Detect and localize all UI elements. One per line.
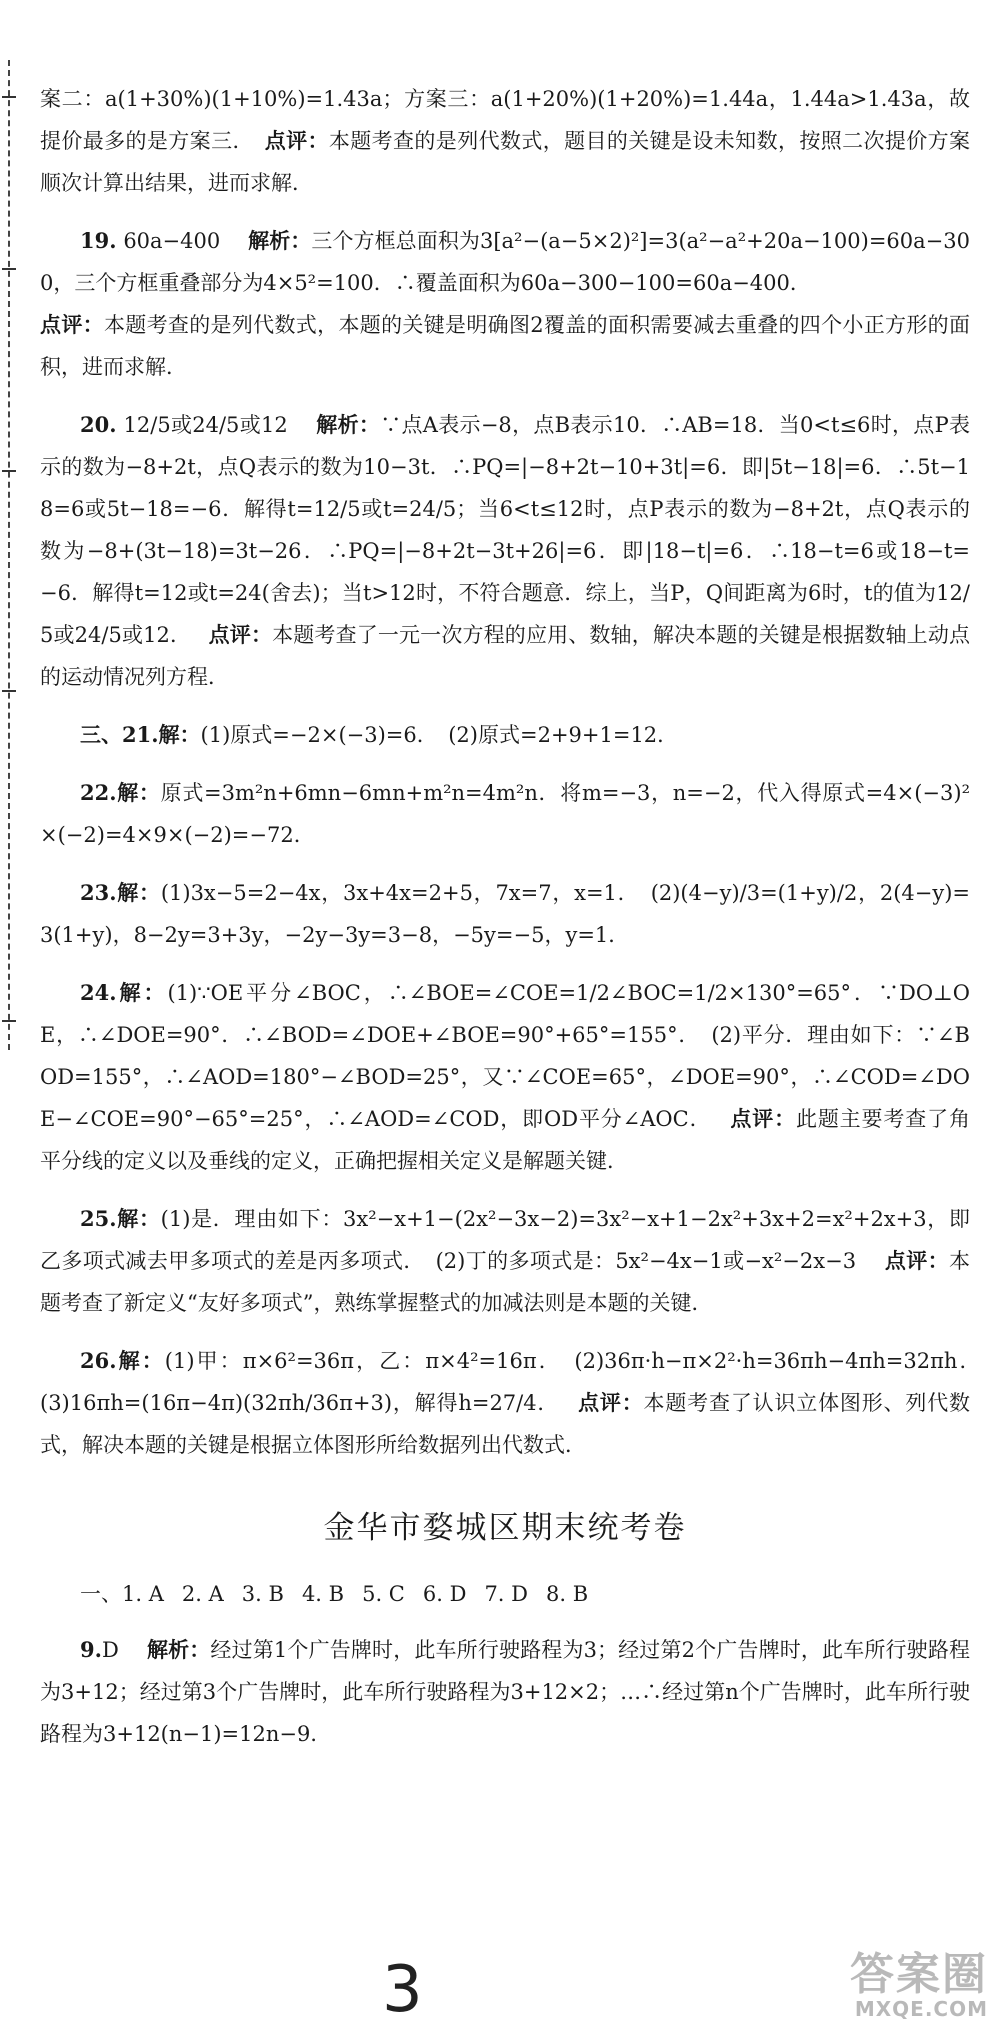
choice-item: 2. A	[181, 1582, 224, 1606]
binding-tick	[2, 1020, 16, 1022]
q26-comment-label: 点评：	[578, 1390, 644, 1415]
q20-label: 解析：	[316, 412, 381, 437]
q18-comment: 本题考查的是列代数式，题目的关键是设未知数，按照二次提价方案顺次计算出结果，进而求解．	[40, 129, 971, 195]
q26-number: 26.	[80, 1348, 117, 1373]
choices-row	[80, 1573, 970, 1615]
q21-block	[40, 714, 970, 756]
q24-block	[40, 972, 970, 1182]
q24-number: 24.	[80, 980, 117, 1005]
q20-number: 20.	[80, 412, 117, 437]
q21-label: 解：	[158, 722, 201, 747]
binding-tick	[2, 470, 16, 472]
site-watermark	[758, 1940, 988, 2020]
q19-answer: 60a−400	[123, 229, 221, 253]
q9-body: 经过第1个广告牌时，此车所行驶路程为3；经过第2个广告牌时，此车所行驶路程为3+12；经过第3个广告牌时，此车所行驶路程为3+12×2；…∴经过第n个广告牌时，此车所行驶路程为3+12(n−1)=12n−9．	[40, 1638, 970, 1746]
q25-block	[40, 1198, 970, 1324]
binding-tick	[2, 690, 16, 692]
q24-comment: 此题主要考查了角平分线的定义以及垂线的定义，正确把握相关定义是解题关键．	[40, 1107, 970, 1173]
q9-block	[40, 1629, 970, 1755]
q25-comment-label: 点评：	[884, 1248, 949, 1273]
q26-comment: 本题考查了认识立体图形、列代数式，解决本题的关键是根据立体图形所给数据列出代数式．	[40, 1391, 971, 1457]
choice-item: 4. B	[301, 1582, 345, 1606]
choice-item: 8. B	[546, 1582, 589, 1606]
q18-line-1: 案二：a(1+30%)(1+10%)=1.43a；方案三：a(1+20%)(1+20%)=1.44a，1.44a>	[40, 87, 868, 111]
q24-body: (1)∵OE平分∠BOC，∴∠BOE=∠COE=1/2∠BOC=1/2×130°=65°．∵DO⊥OE，∴∠DOE=90°．∴∠BOD=∠DOE+∠BOE=90°+65°=155°． (2)平分．理由如下：∵∠BOD=155°，∴∠AOD=180°−∠BOD=25°，又∵∠COE=65°，∠DOE=90°，∴∠COD=∠DOE−∠COE=90°−65°=25°，∴∠AOD=∠COD，即OD平分∠AOC．	[40, 981, 971, 1131]
choice-item: 5. C	[362, 1582, 405, 1606]
q25-comment: 本题考查了新定义“友好多项式”，熟练掌握整式的加减法则是本题的关键．	[40, 1249, 970, 1315]
q20-body: ∵点A表示−8，点B表示10．∴AB=18．当0<t≤6时，点P表示的数为−8+2t，点Q表示的数为10−3t．∴PQ=|−8+2t−10+3t|=6．即|5t−18|=6．∴5t−18=6或5t−18=−6．解得t=12/5或t=24/5；当6<t≤12时，点P表示的数为−8+2t，点Q表示的数为−8+(3t−18)=3t−26．∴PQ=|−8+2t−3t+26|=6．即|18−t|=6．∴18−t=6或18−t=−6．解得t=12或t=24(舍去)；当t>12时，不符合题意．综上，当P，Q间距离为6时，t的值为12/5或24/5或12．	[40, 413, 971, 647]
q24-label: 解：	[116, 980, 168, 1005]
q19-block	[40, 220, 970, 388]
q19-body: 三个方框总面积为3[a²−(a−5×2)²]=3(a²−a²+20a−100)=60a−300，三个方框重叠部分为4×5²=100．∴覆盖面积为60a−300−100=60a−400．	[40, 229, 970, 295]
q25-label: 解：	[116, 1206, 161, 1231]
q9-answer: D	[101, 1638, 119, 1662]
q23-label: 解：	[116, 880, 161, 905]
q26-block	[40, 1340, 991, 1466]
q26-label: 解：	[116, 1348, 165, 1373]
q20-comment-label: 点评：	[208, 622, 273, 647]
binding-dashed-line	[8, 60, 10, 1050]
q22-number: 22.	[80, 780, 117, 805]
section-title: 金华市婺城区期末统考卷	[323, 1510, 687, 1546]
choice-item: 1. A	[122, 1582, 164, 1606]
q19-comment-label: 点评：	[40, 312, 104, 337]
q19-label: 解析：	[248, 228, 312, 253]
q24-comment-label: 点评：	[730, 1106, 796, 1131]
q19-comment: 本题考查的是列代数式，本题的关键是明确图2覆盖的面积需要减去重叠的四个小正方形的面积，进而求解．	[40, 313, 970, 379]
q23-block	[40, 872, 970, 956]
q20-answer: 12/5或24/5或12	[123, 413, 288, 437]
q18-line-2: 1.43a，故提价最多的是方案三．	[40, 87, 970, 153]
q9-label: 解析：	[146, 1637, 211, 1662]
choice-item: 6. D	[422, 1582, 467, 1606]
q9-number: 9.	[80, 1637, 102, 1662]
choice-item: 3. B	[241, 1582, 284, 1606]
q25-body: (1)是．理由如下：3x²−x+1−(2x²−3x−2)=3x²−x+1−2x²+3x+2=x²+2x+3，即乙多项式减去甲多项式的差是丙多项式． (2)丁的多项式是：5x²−4x−1或−x²−2x−3	[40, 1207, 971, 1273]
q23-number: 23.	[80, 880, 117, 905]
watermark-url: MXQE.COM	[854, 1997, 988, 2021]
choices-prefix: 一、	[80, 1582, 122, 1606]
binding-tick	[2, 268, 16, 270]
q26-body: (1)甲：π×6²=36π，乙：π×4²=16π． (2)36π·h−π×2²·h=36πh−4πh=32πh． (3)16πh=(16π−4π)(32πh/36π+3)，解得h=27/4．	[40, 1349, 991, 1415]
q23-body: (1)3x−5=2−4x，3x+4x=2+5，7x=7，x=1． (2)(4−y)/3=(1+y)/2，2(4−y)=3(1+y)，8−2y=3+3y，−2y−3y=3−8，−5y=−5，y=1．	[40, 881, 970, 947]
q18-comment-label: 点评：	[264, 128, 329, 153]
q25-number: 25.	[80, 1206, 117, 1231]
q20-block	[40, 404, 970, 698]
q19-number: 19.	[80, 228, 117, 253]
q22-label: 解：	[116, 780, 161, 805]
q21-body: (1)原式=−2×(−3)=6． (2)原式=2+9+1=12．	[200, 723, 679, 747]
q21-number: 三、21.	[80, 722, 159, 747]
binding-tick	[2, 96, 16, 98]
handwritten-page-number: 3	[382, 1953, 423, 2027]
main-content	[40, 78, 991, 1771]
choice-item: 7. D	[484, 1582, 528, 1606]
q22-block	[40, 772, 970, 856]
q18-continuation	[40, 78, 970, 204]
q22-body: 原式=3m²n+6mn−6mn+m²n=4m²n．将m=−3，n=−2，代入得原式=4×(−3)²×(−2)=4×9×(−2)=−72．	[40, 781, 970, 847]
q20-comment: 本题考查了一元一次方程的应用、数轴，解决本题的关键是根据数轴上动点的运动情况列方程．	[40, 623, 970, 689]
watermark-logo-text: 答案圈	[850, 1949, 988, 2000]
